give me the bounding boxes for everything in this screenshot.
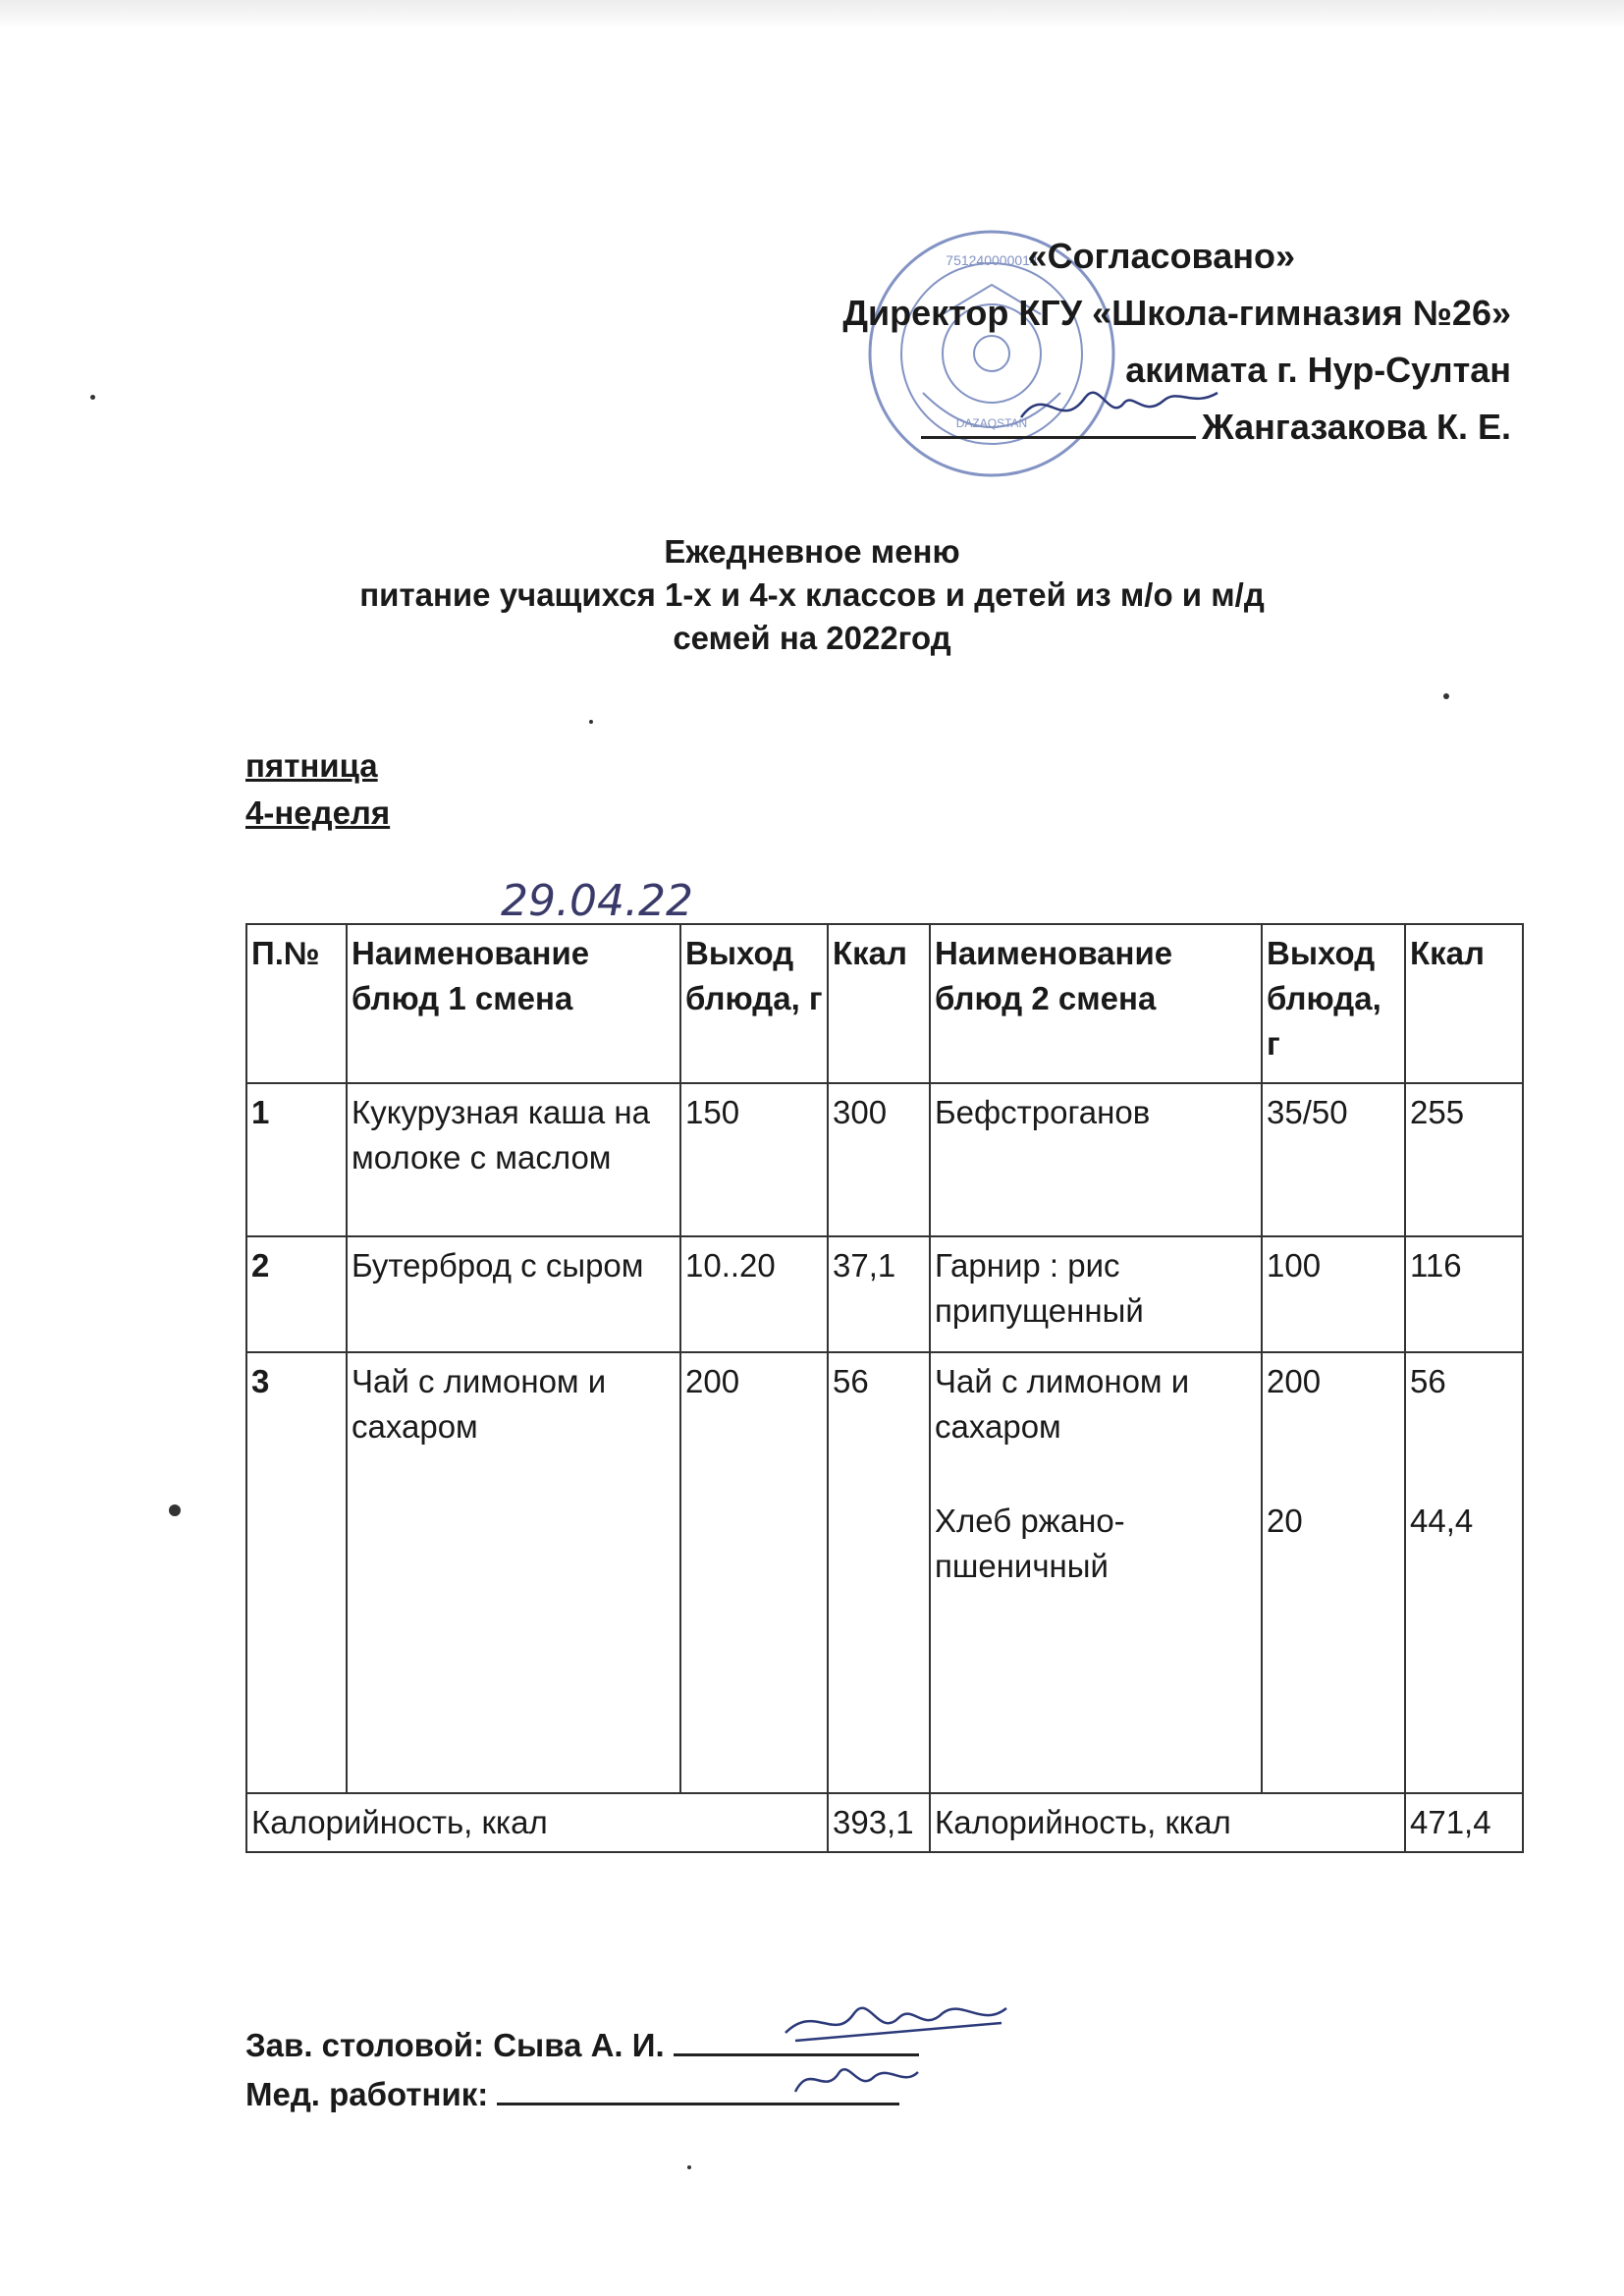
scan-speck: [687, 2165, 691, 2169]
title-line-1: Ежедневное меню: [664, 533, 960, 570]
total-label-shift1: Калорийность, ккал: [246, 1793, 828, 1852]
kcal-shift2-cell: [1405, 1352, 1523, 1793]
scan-speck: [1443, 693, 1449, 699]
dish-shift2: Чай с лимоном и сахаром: [935, 1363, 1190, 1445]
medic-signature: [785, 2052, 923, 2102]
kcal-shift1: 300: [828, 1083, 930, 1236]
svg-text:751240000014: 751240000014: [946, 252, 1038, 268]
weight-shift2: 100: [1262, 1236, 1405, 1352]
approval-name: Жангазакова К. Е.: [1202, 407, 1511, 447]
menu-table: [245, 923, 1524, 1853]
director-signature: [1016, 373, 1222, 432]
weight-shift2: 35/50: [1262, 1083, 1405, 1236]
title-line-3: семей на 2022год: [673, 620, 951, 656]
title-line-2: питание учащихся 1-х и 4-х классов и детей из м/о и м/д: [359, 576, 1265, 613]
svg-text:DAZAQSTAN: DAZAQSTAN: [955, 416, 1028, 430]
row-number: 3: [246, 1352, 347, 1793]
table-row: [246, 1083, 1523, 1236]
total-value-shift2: 471,4: [1405, 1793, 1523, 1852]
document-title: [0, 530, 1624, 660]
canteen-head-label: Зав. столовой: Сыва А. И.: [245, 2027, 665, 2063]
total-value-shift1: 393,1: [828, 1793, 930, 1852]
dish-shift2-cell: [930, 1352, 1262, 1793]
kcal-shift1: 56: [828, 1352, 930, 1793]
header-cell: Выход блюда, г: [1262, 924, 1405, 1083]
handwritten-date-text: 29.04.22: [501, 876, 693, 926]
row-number: 1: [246, 1083, 347, 1236]
row-number: 2: [246, 1236, 347, 1352]
kcal-shift2: 255: [1405, 1083, 1523, 1236]
weight-shift1: 150: [680, 1083, 828, 1236]
approval-title: «Согласовано»: [1027, 236, 1295, 276]
dish-shift2-bread: Хлеб ржано-пшеничный: [935, 1503, 1125, 1584]
header-cell: Выход блюда, г: [680, 924, 828, 1083]
dish-shift2: Гарнир : рис припущенный: [930, 1236, 1262, 1352]
approval-akimat: акимата г. Нур-Султан: [1125, 350, 1511, 390]
kcal-shift1: 37,1: [828, 1236, 930, 1352]
total-row: [246, 1793, 1523, 1852]
day-week-block: [245, 742, 390, 837]
header-cell: П.№: [246, 924, 347, 1083]
handwritten-date: [491, 870, 727, 929]
header-cell: Наименование блюд 2 смена: [930, 924, 1262, 1083]
scan-speck: [90, 395, 95, 400]
total-label-shift2: Калорийность, ккал: [930, 1793, 1405, 1852]
table-header-row: [246, 924, 1523, 1083]
scan-speck: [169, 1504, 181, 1516]
weight-shift2: 200: [1267, 1363, 1322, 1399]
weight-shift2-cell: [1262, 1352, 1405, 1793]
weekday: пятница: [245, 747, 378, 784]
header-cell: Ккал: [1405, 924, 1523, 1083]
table-row: [246, 1352, 1523, 1793]
canteen-head-signature: [776, 1984, 1011, 2052]
weight-shift2-bread: 20: [1267, 1503, 1303, 1539]
header-cell: Ккал: [828, 924, 930, 1083]
weight-shift1: 200: [680, 1352, 828, 1793]
header-cell: Наименование блюд 1 смена: [347, 924, 680, 1083]
scan-speck: [589, 720, 593, 724]
table-row: [246, 1236, 1523, 1352]
approval-director: Директор КГУ «Школа-гимназия №26»: [842, 293, 1511, 333]
kcal-shift2: 116: [1405, 1236, 1523, 1352]
dish-shift1: Чай с лимоном и сахаром: [347, 1352, 680, 1793]
weight-shift1: 10..20: [680, 1236, 828, 1352]
week-number: 4-неделя: [245, 794, 391, 831]
dish-shift1: Бутерброд с сыром: [347, 1236, 680, 1352]
kcal-shift2-bread: 44,4: [1410, 1503, 1474, 1539]
dish-shift1: Кукурузная каша на молоке с маслом: [347, 1083, 680, 1236]
medic-label: Мед. работник:: [245, 2076, 489, 2112]
kcal-shift2: 56: [1410, 1363, 1446, 1399]
dish-shift2: Бефстроганов: [930, 1083, 1262, 1236]
scan-edge: [0, 0, 1624, 29]
